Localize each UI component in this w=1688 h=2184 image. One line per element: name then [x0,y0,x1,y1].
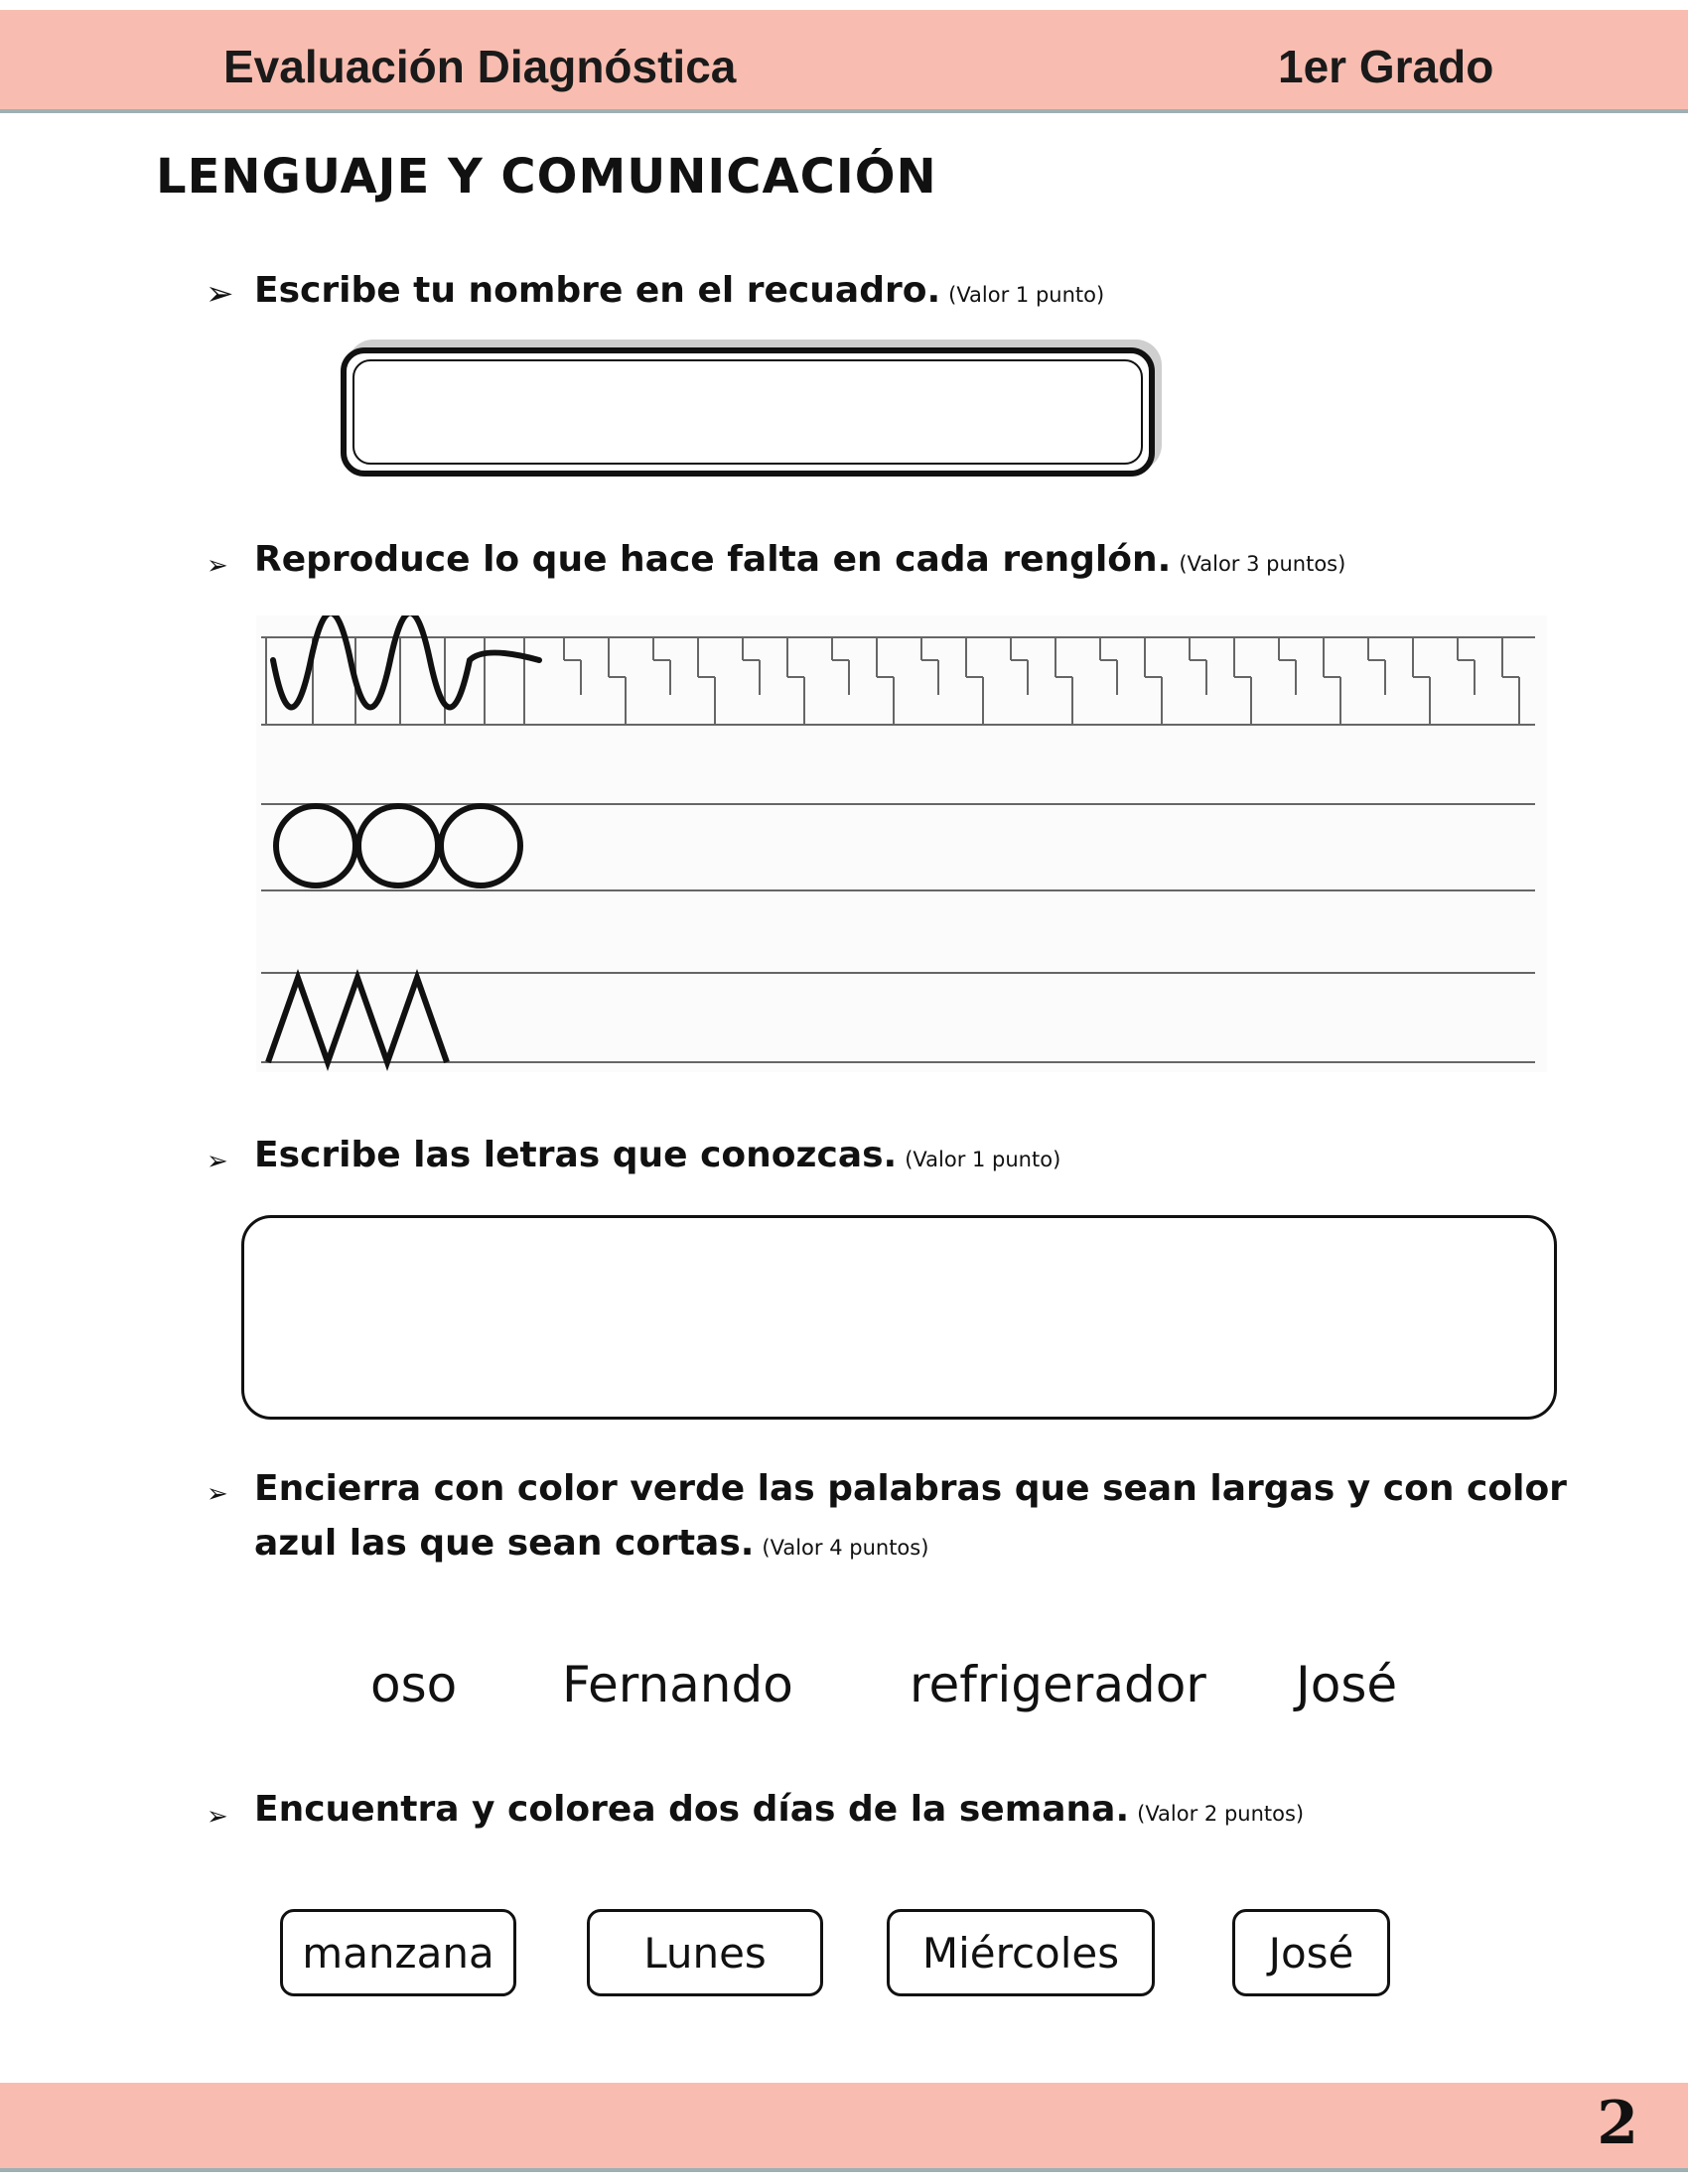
word-option[interactable]: Fernando [562,1656,793,1713]
word-option[interactable]: oso [370,1656,458,1713]
name-answer-box-inner [352,359,1143,465]
name-answer-box[interactable] [341,347,1155,477]
arrow-bullet-icon: ➢ [207,1479,228,1509]
word-option[interactable]: refrigerador [910,1656,1206,1713]
day-option-label: Miércoles [921,1928,1120,1978]
footer-band [0,2083,1688,2172]
day-option-box[interactable] [1232,1909,1390,1996]
points-label: (Valor 1 punto) [948,283,1105,307]
day-option-box[interactable] [887,1909,1155,1996]
instruction-days: Encuentra y colorea dos días de la semana. (Valor 2 puntos) [254,1789,1305,1830]
points-label: (Valor 1 punto) [905,1148,1061,1171]
points-label: (Valor 3 puntos) [1179,552,1346,576]
tracing-area[interactable] [256,615,1547,1072]
day-option-label: manzana [302,1928,494,1978]
tracing-lines-drawing [256,615,1547,1072]
day-option-label: Lunes [643,1928,767,1978]
instruction-letters: Escribe las letras que conozcas. (Valor 1 punto) [254,1135,1061,1175]
word-option[interactable]: José [1296,1656,1398,1713]
page-header-grade: 1er Grado [1278,41,1494,92]
day-option-box[interactable] [587,1909,823,1996]
points-label: (Valor 4 puntos) [762,1536,929,1560]
arrow-bullet-icon: ➢ [207,1147,228,1176]
instruction-trace: Reproduce lo que hace falta en cada renglón. (Valor 3 puntos) [254,539,1346,580]
arrow-bullet-icon: ➢ [207,551,228,581]
page-number: 2 [1597,2089,1638,2158]
instruction-name: Escribe tu nombre en el recuadro. (Valor 1 punto) [254,270,1105,311]
letters-answer-box[interactable] [241,1215,1557,1420]
section-title: LENGUAJE Y COMUNICACIÓN [156,149,937,205]
points-label: (Valor 2 puntos) [1137,1802,1305,1826]
arrow-bullet-icon: ➢ [207,1802,228,1832]
day-option-box[interactable] [280,1909,516,1996]
instruction-words: Encierra con color verde las palabras que sean largas y con color azul las que sean cortas. (Valor 4 puntos) [254,1468,1567,1564]
arrow-bullet-icon: ➢ [206,274,234,314]
page-header-title: Evaluación Diagnóstica [223,41,737,92]
header-band [0,10,1688,113]
day-option-label: José [1268,1928,1354,1978]
